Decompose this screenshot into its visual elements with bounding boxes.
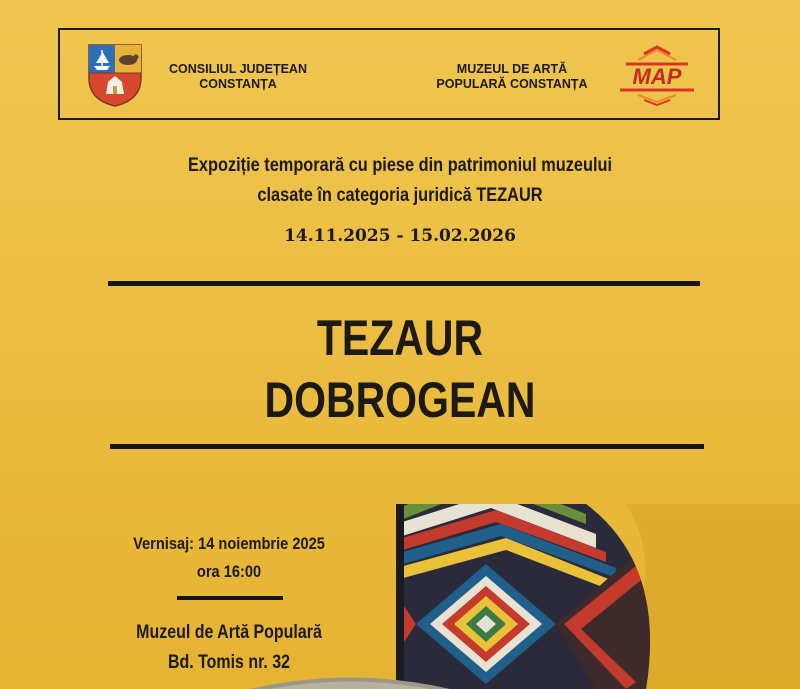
museum-name-line2: POPULARĂ CONSTANȚA bbox=[436, 77, 588, 91]
museum-name bbox=[422, 62, 602, 92]
county-coat-of-arms-icon bbox=[86, 42, 144, 108]
venue-info bbox=[117, 618, 340, 678]
venue-name: Muzeul de Artă Populară bbox=[136, 622, 322, 643]
museum-name-line1: MUZEUL DE ARTĂ bbox=[456, 62, 568, 76]
divider-top bbox=[108, 281, 700, 286]
description-line2: clasate în categoria juridică TEZAUR bbox=[257, 185, 543, 206]
divider-short bbox=[177, 596, 283, 600]
venue-address: Bd. Tomis nr. 32 bbox=[167, 652, 291, 673]
map-logo-text: MAP bbox=[632, 64, 682, 89]
county-council-line2: CONSTANȚA bbox=[199, 77, 277, 91]
divider-bottom bbox=[110, 444, 704, 449]
county-council-name bbox=[163, 62, 313, 92]
opening-date: Vernisaj: 14 noiembrie 2025 bbox=[133, 534, 325, 553]
description-line1: Expoziție temporară cu piese din patrimoniul muzeului bbox=[187, 155, 613, 176]
opening-info bbox=[115, 530, 344, 586]
county-council-line1: CONSILIUL JUDEȚEAN bbox=[169, 62, 307, 76]
ceramic-plate-edge-photo bbox=[250, 672, 450, 689]
exhibition-title-line2: DOBROGEAN bbox=[264, 372, 536, 428]
map-museum-logo-icon bbox=[612, 44, 702, 106]
exhibition-dates: 14.11.2025 - 15.02.2026 bbox=[284, 226, 516, 246]
exhibition-description bbox=[56, 151, 744, 211]
exhibition-title-line1: TEZAUR bbox=[316, 310, 484, 366]
folk-carpet-photo bbox=[396, 504, 800, 689]
opening-time: ora 16:00 bbox=[196, 562, 262, 581]
header-logos-box bbox=[58, 28, 720, 120]
